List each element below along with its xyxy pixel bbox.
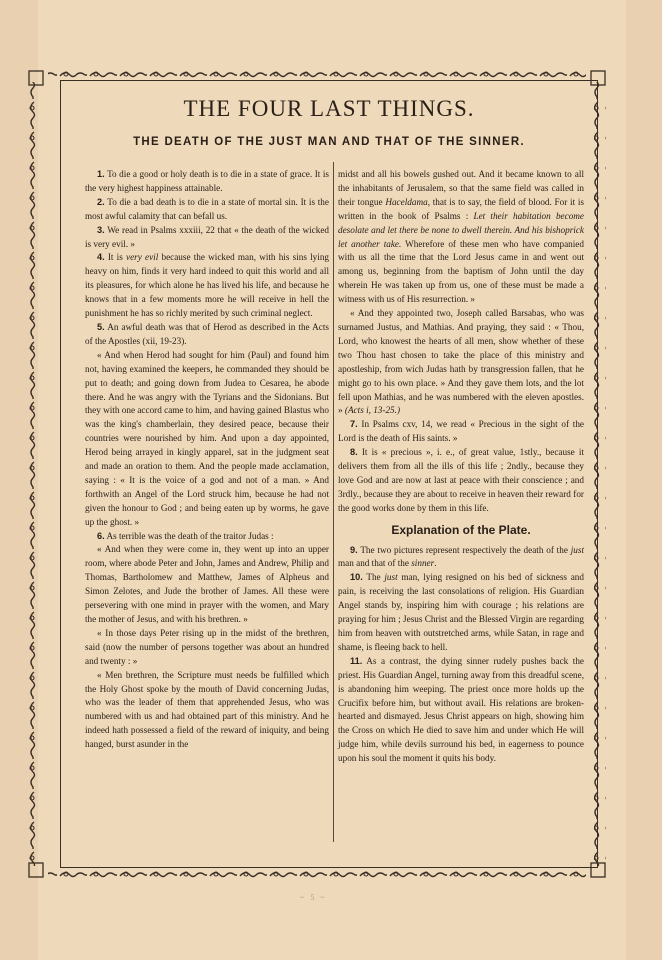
judas-quote-1: « And when they were come in, they went up into an upper room, where abode Peter and John, James and Andrew, Philip and Thomas, Bartholomew and Matthew, James of Alpheus and Simon Zelotes, and Jude the brother of James. All these were persevering with one mind in prayer with the women, and Mary the mother of Jesus, and with his brethren. » (85, 544, 329, 624)
left-column (85, 168, 329, 752)
paragraph-7: 7. In Psalms cxv, 14, we read « Precious in the sight of the Lord is the death of His saints. » (338, 419, 584, 444)
paragraph-8: 8. It is « precious », i. e., of great value, 1stly., because it delivers them from all the ills of this life ; 2ndly., because they love God and are now at last at peace with their conscience ; and 3rdly., because they are about to receive in heaven their reward for the good works done by them in this life. (338, 447, 584, 513)
page-subtitle: THE DEATH OF THE JUST MAN AND THAT OF THE SINNER. (133, 136, 525, 148)
paragraph-10: 10. The just man, lying resigned on his bed of sickness and pain, is receiving the last consolations of religion. His Guardian Angel stands by, inspiring him with courage ; his relations are praying for him ; Jesus Christ and the Blessed Virgin are regarding him from heaven with outstretched arms, while Satan, in rage and shame, is fleeing back to hell. (338, 572, 584, 652)
right-column (338, 168, 584, 766)
paragraph-2: 2. To die a bad death is to die in a state of mortal sin. It is the most awful calamity that can befall us. (85, 196, 329, 221)
page-footer-mark: ~ 5 ~ (300, 893, 327, 902)
judas-quote-continued: midst and all his bowels gushed out. And it became known to all the inhabitants of Jerusalem, so that the same field was called in their tongue Haceldama, that is to say, the field of blood. For it is written in the book of Psalms : Let their habitation become desolate and let there be none to dwell therein. And his bishoprick let another take. Wherefore of these men who have companied with us all the time that the Lord Jesus came in and went out among us, beginning from the baptism of John until the day wherein He was taken up from us, one of these must be made a witness with us of His resurrection. » (338, 169, 585, 305)
paragraph-4: 4. It is very evil because the wicked man, with his sins lying heavy on him, finds it very hard indeed to quit this world and all its pleasures, for which alone he has lived his life, and because he knows that in a few moments more he will receive in hell the punishment he has so richly merited by such criminal neglect. (85, 252, 330, 319)
column-divider (333, 162, 334, 842)
judas-quote-3: « Men brethren, the Scripture must needs be fulfilled which the Holy Ghost spoke by the mouth of David concerning Judas, who was the leader of them that apprehended Jesus, who was numbered with us and had obtained part of this ministry. And he indeed hath possessed a field of the reward of iniquity, and being hanged, burst asunder in the (85, 669, 329, 750)
matthias-quote: « And they appointed two, Joseph called Barsabas, who was surnamed Justus, and Mathias. And praying, they said : « Thou, Lord, who knowest the hearts of all men, show whether of these two Thou hast chosen to take the place of this ministry and apostleship, from wich Judas hath by transgression fallen, that he might go to his own place. » And they gave them lots, and the lot fell upon Mathias, and he was numbered with the eleven apostles. » (Acts i, 13-25.) (338, 308, 584, 416)
paragraph-3: 3. We read in Psalms xxxiii, 22 that « the death of the wicked is very evil. » (85, 224, 329, 249)
judas-quote-2: « In those days Peter rising up in the midst of the brethren, said (now the number of persons together was about an hundred and twenty : » (85, 627, 329, 666)
herod-quote: « And when Herod had sought for him (Paul) and found him not, having examined the keepers, he commanded they should be put to death; and going down from Judea to Cesarea, he abode there. And he was angry with the Tyrians and the Sidonians. But they with one accord came to him, and having gained Blastus who was the king's chamberlain, they desired peace, because their countries were nourished by him. And upon a day appointed, Herod being arrayed in kingly apparel, sat in the judgment seat and made an oration to them. And the people made acclamation, saying : « It is the voice of a god and not of a man. » And forthwith an Angel of the Lord struck him, because he had not given the honour to God ; and being eaten up by worms, he gave up the ghost. » (85, 349, 329, 527)
paragraph-11: 11. As a contrast, the dying sinner rudely pushes back the priest. His Guardian Angel, turning away from this dreadful scene, is abandoning him weeping. The priest once more holds up the Crucifix before him, but without avail. His relations are broken-hearted and dismayed. Jesus Christ appears on high, showing him the Cross on which He died to save him and under which He will judge him, while devils surround his bed, in eagerness to pounce upon his soul the moment it quits his body. (338, 655, 584, 764)
plate-heading: Explanation of the Plate. (391, 522, 531, 537)
paragraph-5: 5. An awful death was that of Herod as described in the Acts of the Apostles (xii, 19-23). (85, 321, 330, 346)
page-title: THE FOUR LAST THINGS. (183, 96, 475, 121)
paragraph-6: 6. As terrible was the death of the traitor Judas : (97, 530, 274, 541)
paragraph-9: 9. The two pictures represent respectively the death of the just man and that of the sinner. (338, 544, 584, 569)
paragraph-1: 1. To die a good or holy death is to die in a state of grace. It is the very highest happiness attainable. (85, 169, 329, 193)
